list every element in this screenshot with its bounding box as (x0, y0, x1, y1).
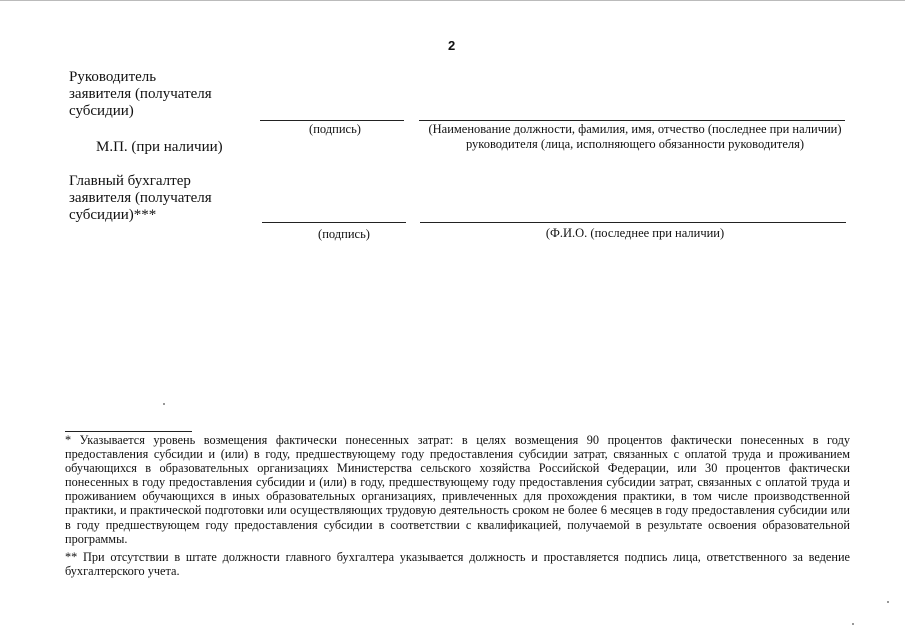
scan-speck (887, 601, 889, 603)
accountant-label-line: субсидии)*** (69, 207, 157, 223)
head-label (69, 69, 212, 120)
scan-speck (852, 623, 854, 625)
head-label-line: Руководитель (69, 69, 157, 85)
head-label-line: субсидии) (69, 103, 134, 119)
stamp-note: М.П. (при наличии) (96, 139, 223, 155)
footnote-separator (65, 431, 192, 432)
accountant-name-line[interactable] (420, 222, 846, 223)
page-number: 2 (448, 38, 456, 53)
scan-speck (163, 403, 165, 405)
accountant-name-caption: (Ф.И.О. (последнее при наличии) (545, 226, 725, 240)
accountant-label-line: заявителя (получателя (69, 190, 212, 206)
accountant-signature-caption: (подпись) (318, 227, 370, 241)
accountant-signature-line[interactable] (262, 222, 406, 223)
page-edge (0, 0, 905, 1)
head-name-line[interactable] (419, 120, 845, 121)
head-signature-caption: (подпись) (309, 122, 361, 136)
head-name-caption: (Наименование должности, фамилия, имя, отчество (последнее при наличии) руководителя (лица, исполняющего обязанности руководителя) (428, 122, 842, 151)
head-label-line: заявителя (получателя (69, 86, 212, 102)
footnote-1: * Указывается уровень возмещения фактически понесенных затрат: в целях возмещения 90 процентов фактически понесенных в году предоставления субсидии и (или) в году, предшествующему году предоставления субсидии затрат, связанных с оплатой труда и проживанием обучающихся в образовательных организациях Министерства сельского хозяйства Российской Федерации, или 30 процентов фактически понесенных в году предоставления субсидии и (или) в году, предшествующему году предоставления субсидии затрат, связанных с оплатой труда и проживанием обучающихся в иных образовательных организациях, привлеченных для прохождения практики, в том числе производственной практики, и практической подготовки или осуществляющих трудовую деятельность сроком не более 6 месяцев в году предоставления субсидии или в году предшествующем году предоставления субсидии в соответствии с квалификацией, получаемой в результате освоения образовательной программы. (65, 433, 850, 546)
accountant-label (69, 173, 212, 224)
head-signature-line[interactable] (260, 120, 404, 121)
accountant-label-line: Главный бухгалтер (69, 173, 191, 189)
footnote-2: ** При отсутствии в штате должности главного бухгалтера указывается должность и проставляется подпись лица, ответственного за ведение бухгалтерского учета. (65, 550, 850, 579)
